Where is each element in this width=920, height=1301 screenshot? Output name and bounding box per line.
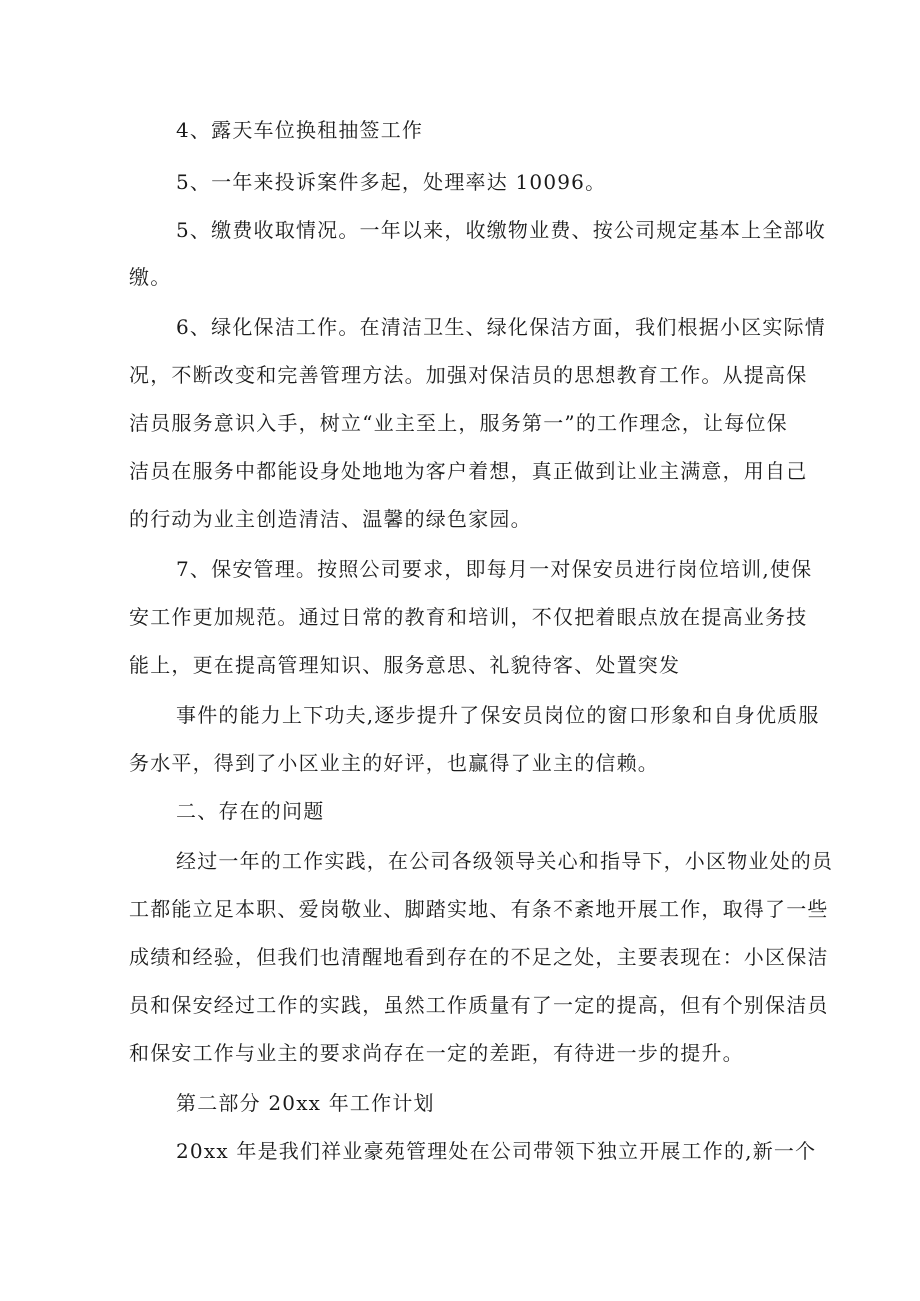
section-heading: 二、存在的问题 [176, 799, 325, 823]
paragraph-line: 5、一年来投诉案件多起，处理率达 10096。 [176, 170, 607, 194]
paragraph-line: 员和保安经过工作的实践，虽然工作质量有了一定的提高，但有个别保洁员 [129, 993, 829, 1017]
paragraph-line: 7、保安管理。按照公司要求，即每月一对保安员进行岗位培训,使保 [176, 557, 813, 581]
paragraph-line: 和保安工作与业主的要求尚存在一定的差距，有待进一步的提升。 [129, 1041, 744, 1065]
paragraph-line: 工都能立足本职、爱岗敬业、脚踏实地、有条不紊地开展工作，取得了一些 [129, 897, 829, 921]
paragraph-line: 洁员服务意识入手，树立“业主至上，服务第一”的工作理念，让每位保 [129, 411, 788, 435]
paragraph-line: 经过一年的工作实践，在公司各级领导关心和指导下，小区物业处的员 [176, 849, 834, 873]
paragraph-line: 成绩和经验，但我们也清醒地看到存在的不足之处，主要表现在：小区保洁 [129, 945, 829, 969]
paragraph-line: 务水平，得到了小区业主的好评，也赢得了业主的信赖。 [129, 751, 659, 775]
paragraph-line: 事件的能力上下功夫,逐步提升了保安员岗位的窗口形象和自身优质服 [176, 703, 820, 727]
paragraph-line: 6、绿化保洁工作。在清洁卫生、绿化保洁方面，我们根据小区实际情 [176, 315, 826, 339]
paragraph-line: 况，不断改变和完善管理方法。加强对保洁员的思想教育工作。从提高保 [129, 363, 808, 387]
paragraph-line: 4、露天车位换租抽签工作 [176, 118, 424, 142]
section-heading: 第二部分 20xx 年工作计划 [176, 1091, 435, 1115]
paragraph-line: 能上，更在提高管理知识、服务意思、礼貌待客、处置突发 [129, 653, 681, 677]
paragraph-line: 的行动为业主创造清洁、温馨的绿色家园。 [129, 507, 532, 531]
paragraph-line: 20xx 年是我们祥业豪苑管理处在公司带领下独立开展工作的,新一个 [176, 1139, 817, 1163]
paragraph-line: 5、缴费收取情况。一年以来，收缴物业费、按公司规定基本上全部收 [176, 218, 826, 242]
paragraph-line: 缴。 [129, 265, 172, 289]
paragraph-line: 洁员在服务中都能设身处地地为客户着想，真正做到让业主满意，用自己 [129, 459, 808, 483]
paragraph-line: 安工作更加规范。通过日常的教育和培训，不仅把着眼点放在提高业务技 [129, 605, 808, 629]
